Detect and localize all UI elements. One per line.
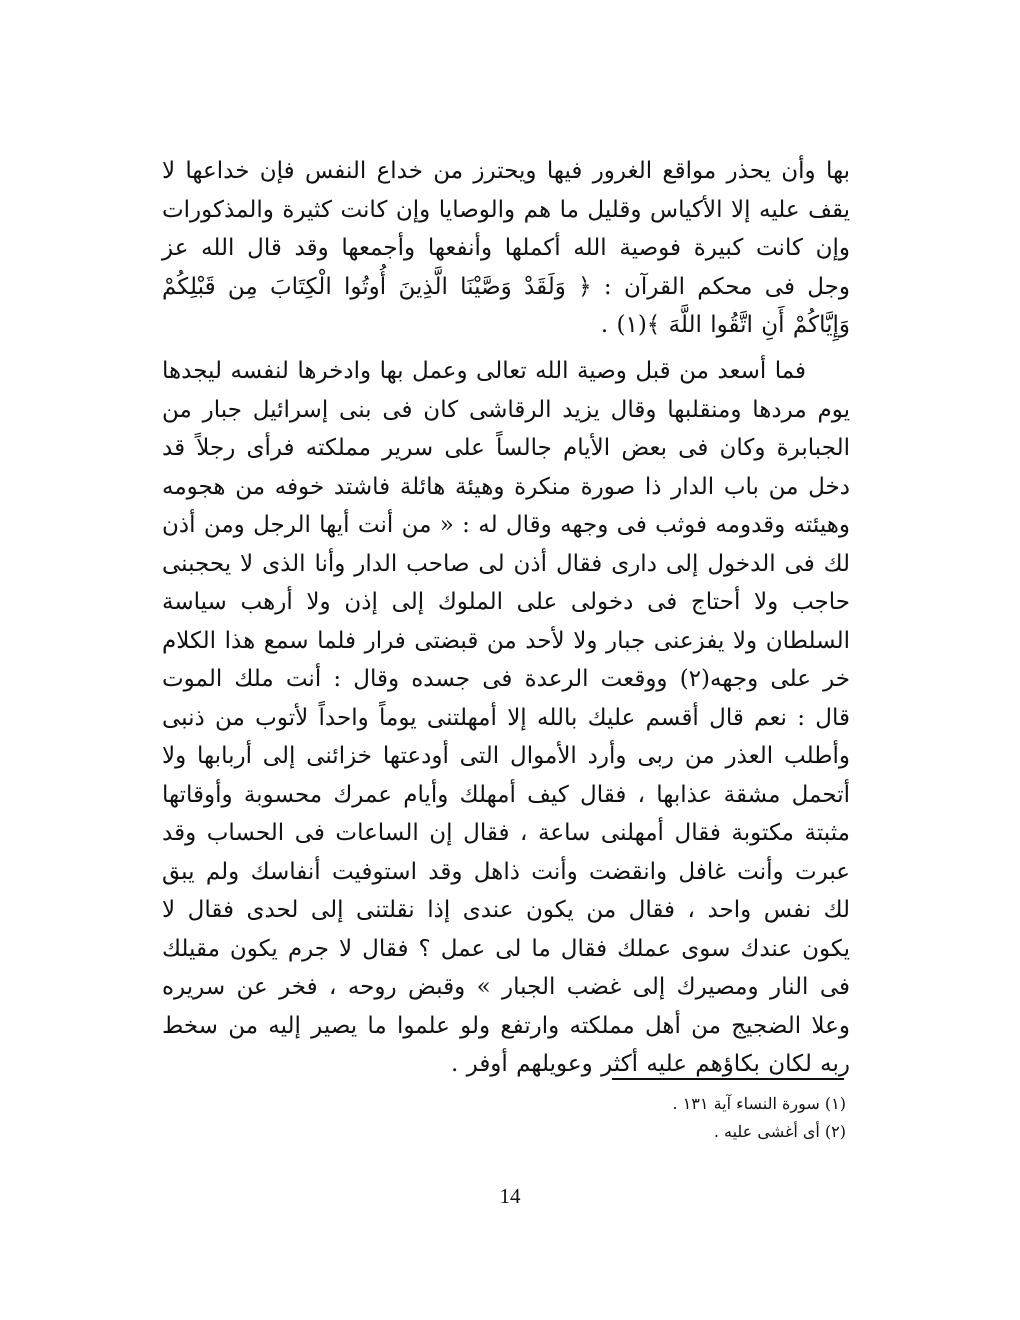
paragraph-text: فما أسعد من قبل وصية الله تعالى وعمل بها وادخرها لنفسه ليجدها يوم مردها ومنقلبها وقال يزيد الرقاشى كان فى بنى إسرائيل جبار من الجبابرة وكان فى بعض الأيام جالساً على سرير مملكته فرأى رجلاً قد دخل من باب الدار ذا صورة منكرة وهيئة هائلة فاشتد خوفه من هجومه وهيئته وقدومه فوثب فى وجهه وقال له : « من أنت أيها الرجل ومن أذن لك فى الدخول إلى دارى فقال أذن لى صاحب الدار وأنا الذى لا يحجبنى حاجب ولا أحتاج فى دخولى على الملوك إلى إذن ولا أرهب سياسة السلطان ولا يفزعنى جبار ولا لأحد من قبضتى فرار فلما سمع هذا الكلام خر على وجهه(٢) ووقعت الرعدة فى جسده وقال : أنت ملك الموت قال : نعم قال أقسم عليك بالله إلا أمهلتنى يوماً واحداً لأتوب من ذنبى وأطلب العذر من ربى وأرد الأموال التى أودعتها خزائنى إلى أربابها ولا أتحمل مشقة عذابها ، فقال كيف أمهلك وأيام عمرك محسوبة وأوقاتها مثبتة مكتوبة فقال أمهلنى ساعة ، فقال إن الساعات فى الحساب وقد عبرت وأنت غافل وانقضت وأنت ذاهل وقد استوفيت أنفاسك ولم يبق لك نفس واحد ، فقال من يكون عندى إذا نقلتنى إلى لحدى فقال لا يكون عندك سوى عملك فقال ما لى عمل ؟ فقال لا جرم يكون مقيلك فى النار ومصيرك إلى غضب الجبار » وقبض روحه ، فخر عن سريره وعلا الضجيج من أهل مملكته وارتفع ولو علموا ما يصير إليه من سخط ربه لكان بكاؤهم عليه أكثر وعويلهم أوفر . [162,358,851,1077]
page-number: 14 [499,1184,521,1208]
body-paragraph-2 [162,352,850,1084]
footnote-2: (٢) أى أغشى عليه . [713,1122,846,1141]
body-paragraph-1 [162,152,850,345]
paragraph-text: بها وأن يحذر مواقع الغرور فيها ويحترز من خداع النفس فإن خداعها لا يقف عليه إلا الأكياس وقليل ما هم والوصايا وإن كانت كثيرة والمذكورات وإن كانت كبيرة فوصية الله أكملها وأنفعها وأجمعها وقد قال الله عز وجل فى محكم القرآن : ﴿ وَلَقَدْ وَصَّيْنَا الَّذِينَ أُوتُوا الْكِتَابَ مِن قَبْلِكُمْ وَإِيَّاكُمْ أَنِ اتَّقُوا اللَّهَ ﴾(١) . [162,158,850,338]
footnotes [462,1090,846,1146]
footnote-divider [612,1078,844,1080]
footnote-1: (١) سورة النساء آية ١٣١ . [672,1094,846,1113]
